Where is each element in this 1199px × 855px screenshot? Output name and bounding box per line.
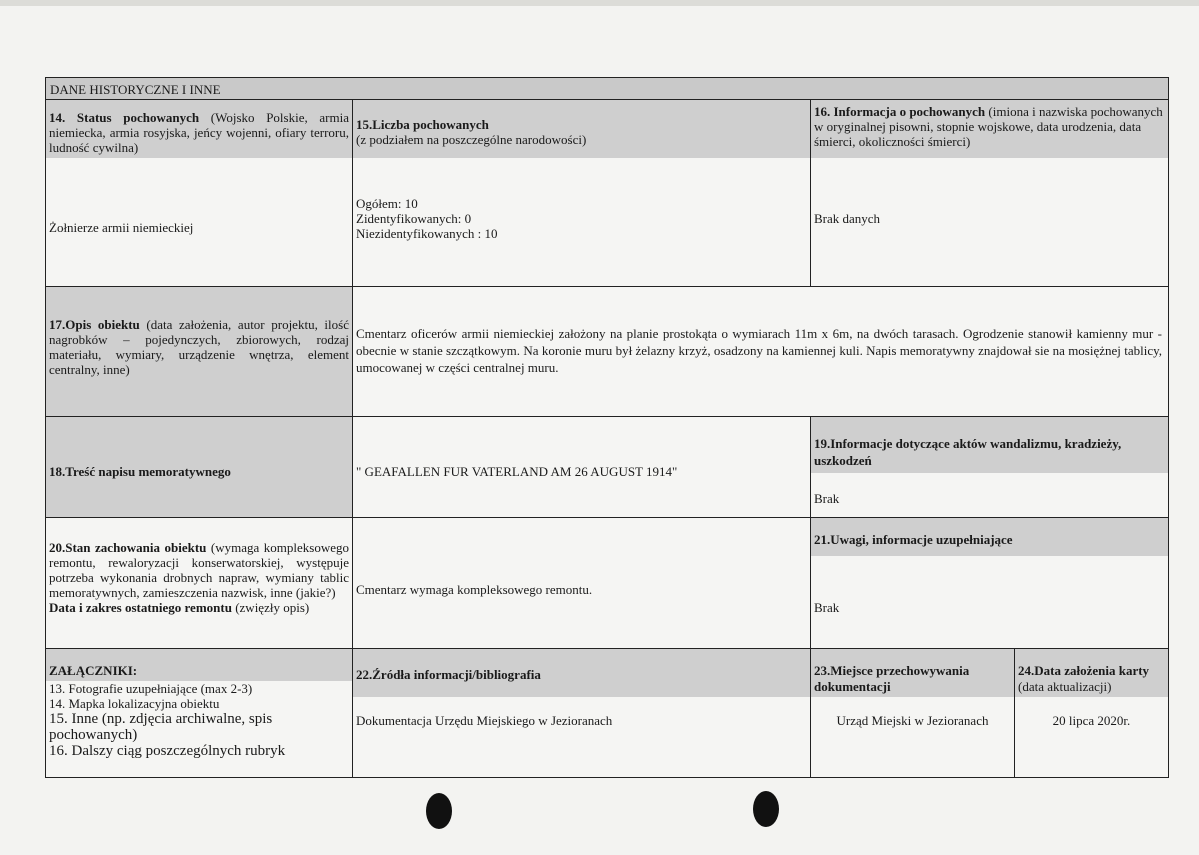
row-20-21	[46, 518, 1168, 649]
f21-label: 21.Uwagi, informacje uzupełniające	[811, 518, 1168, 556]
attachment-item: 14. Mapka lokalizacyjna obiektu	[49, 696, 220, 711]
f15-unidentified: Niezidentyfikowanych : 10	[356, 226, 498, 241]
cell-f21	[811, 518, 1168, 648]
row-18-19	[46, 417, 1168, 518]
section-header: DANE HISTORYCZNE I INNE	[46, 78, 1168, 100]
cell-attachments	[46, 649, 353, 777]
cell-f24	[1015, 649, 1168, 777]
f21-value: Brak	[811, 556, 1168, 648]
row-att-22-24	[46, 649, 1168, 777]
f17-label: 17.Opis obiektu (data założenia, autor projektu, ilość nagrobków – pojedynczych, zbiorowych, rodzaj materiału, wymiary, urządzenie wnętrza, element centralny, inne)	[46, 287, 353, 416]
row-14-16	[46, 100, 1168, 287]
f20-value: Cmentarz wymaga kompleksowego remontu.	[353, 518, 811, 648]
f22-value: Dokumentacja Urzędu Miejskiego w Jezioranach	[353, 697, 810, 777]
punch-hole-left	[426, 793, 452, 829]
attachments-list	[46, 681, 352, 777]
f24-value: 20 lipca 2020r.	[1015, 697, 1168, 777]
cell-f14	[46, 100, 353, 286]
punch-hole-right	[753, 791, 779, 827]
cell-f16	[811, 100, 1168, 286]
f15-identified: Zidentyfikowanych: 0	[356, 211, 472, 226]
cell-f23-f24	[811, 649, 1168, 777]
f15-total: Ogółem: 10	[356, 196, 418, 211]
f23-label: 23.Miejsce przechowywania dokumentacji	[811, 649, 1014, 697]
f23-value: Urząd Miejski w Jezioranach	[811, 697, 1014, 777]
cell-f23	[811, 649, 1015, 777]
f24-label: 24.Data założenia karty (data aktualizacji)	[1015, 649, 1168, 697]
cell-f22	[353, 649, 811, 777]
row-17	[46, 287, 1168, 417]
f15-label: 15.Liczba pochowanych (z podziałem na poszczególne narodowości)	[353, 100, 810, 158]
f17-value: Cmentarz oficerów armii niemieckiej założony na planie prostokąta o wymiarach 11m x 6m, na dwóch tarasach. Ogrodzenie stanowił kamienny mur - obecnie w stanie szczątkowym. Na koronie muru był żelazny krzyż, osadzony na kamiennej kuli. Napis memoratywny znajdował sie na mosiężnej tablicy, umocowanej w części centralnej muru.	[353, 287, 1168, 416]
cell-f15	[353, 100, 811, 286]
attachments-title: ZAŁĄCZNIKI:	[46, 649, 352, 681]
attachment-item: 13. Fotografie uzupełniające (max 2-3)	[49, 681, 253, 696]
f15-value	[353, 158, 810, 286]
attachment-item: 15. Inne (np. zdjęcia archiwalne, spis pochowanych)	[49, 711, 273, 743]
f22-label: 22.Źródła informacji/bibliografia	[353, 649, 810, 697]
cell-f19	[811, 417, 1168, 517]
historical-data-form	[45, 77, 1169, 778]
f18-label: 18.Treść napisu memoratywnego	[46, 417, 353, 517]
f14-label: 14. Status pochowanych (Wojsko Polskie, armia niemiecka, armia rosyjska, jeńcy wojenni, ofiary terroru, ludność cywilna)	[46, 100, 352, 158]
attachment-item: 16. Dalszy ciąg poszczególnych rubryk	[49, 743, 286, 759]
f16-value: Brak danych	[811, 158, 1168, 286]
f19-label: 19.Informacje dotyczące aktów wandalizmu, kradzieży, uszkodzeń	[811, 417, 1168, 473]
f20-label: 20.Stan zachowania obiektu (wymaga kompleksowego remontu, rewaloryzacji konserwatorskiej, występuje potrzeba wykonania drobnych napraw, wymiany tablic memoratywnych, zamieszczenia nazwisk, inne (jakie?) Data i zakres ostatniego remontu (zwięzły opis)	[46, 518, 353, 648]
f18-value: " GEAFALLEN FUR VATERLAND AM 26 AUGUST 1914"	[353, 417, 811, 517]
f16-label: 16. Informacja o pochowanych (imiona i nazwiska pochowanych w oryginalnej pisowni, stopnie wojskowe, data urodzenia, data śmierci, okoliczności śmierci)	[811, 100, 1168, 158]
page-top-edge	[0, 0, 1199, 6]
f14-value: Żołnierze armii niemieckiej	[46, 158, 352, 286]
f19-value: Brak	[811, 473, 1168, 517]
